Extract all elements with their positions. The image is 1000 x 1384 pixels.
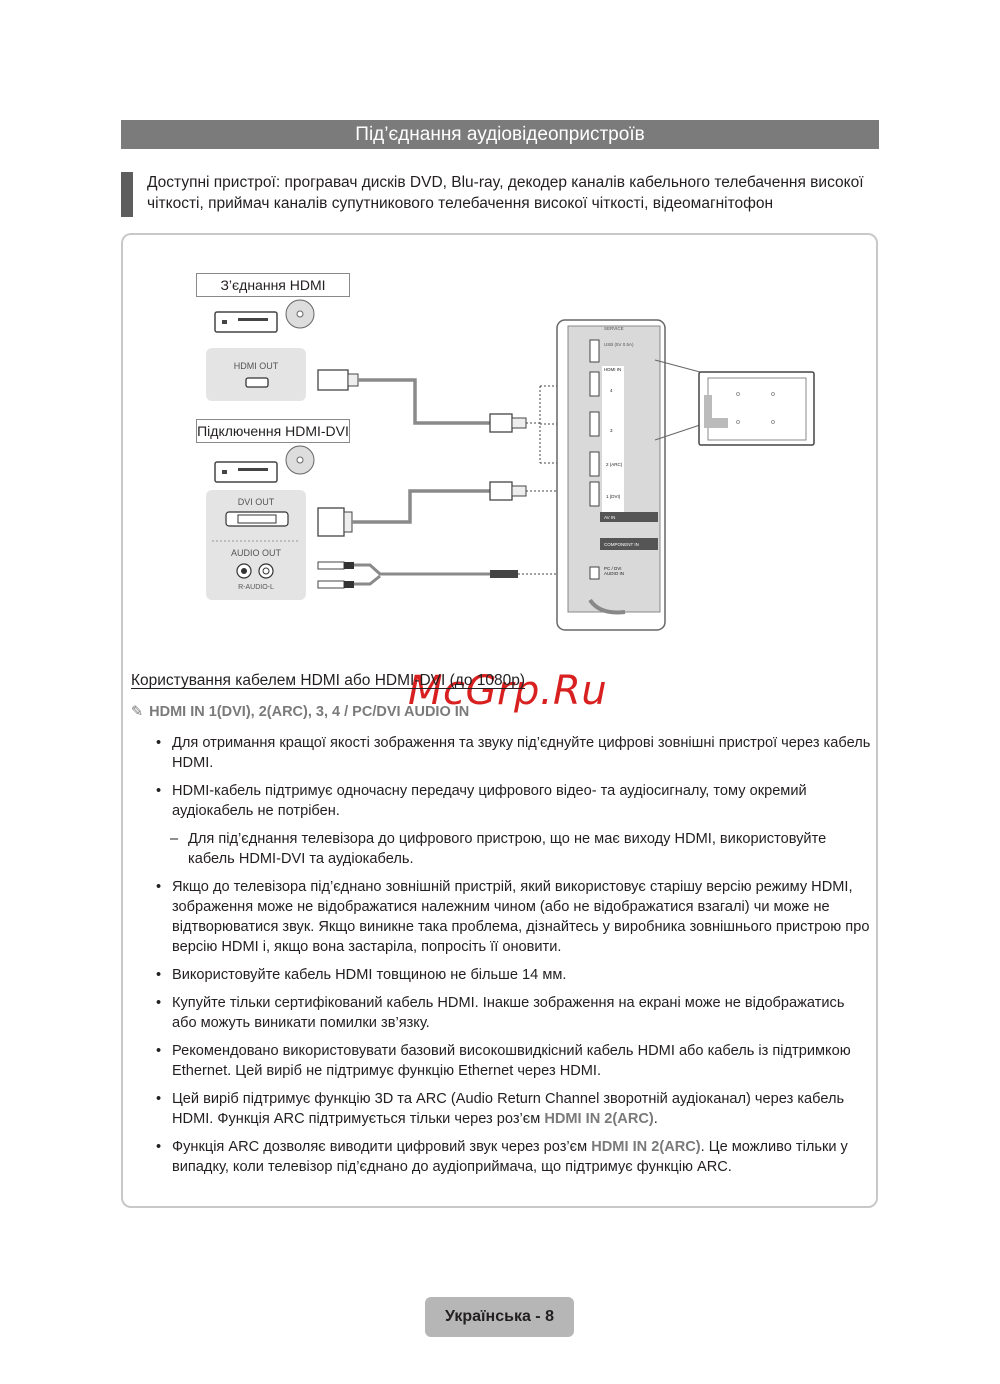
list-item: • Рекомендовано використовувати базовий високошвидкісний кабель HDMI або кабель із підтримкою Ethernet. Цей виріб не підтримує функцію Ethernet через HDMI. [152, 1041, 872, 1081]
r-audio-l-label: R-AUDIO-L [238, 584, 274, 591]
bullet-list [152, 733, 872, 1185]
list-item: • HDMI-кабель підтримує одночасну передачу цифрового відео- та аудіосигналу, тому окремий аудіокабель не потрібен. [152, 781, 872, 821]
list-item [152, 1137, 872, 1177]
svg-text:AV IN: AV IN [604, 515, 616, 520]
hdmi-connection-label: З’єднання HDMI [196, 273, 350, 297]
note-line [131, 704, 469, 720]
svg-text:3: 3 [610, 428, 613, 433]
svg-text:AUDIO IN: AUDIO IN [604, 571, 625, 576]
hdmi-in-2-arc: HDMI IN 2(ARC) [544, 1111, 654, 1127]
svg-text:HDMI IN: HDMI IN [604, 367, 622, 372]
list-item [152, 1089, 872, 1129]
hdmi-in-2-arc: HDMI IN 2(ARC) [591, 1139, 701, 1155]
watermark: McGrp.Ru [408, 668, 608, 714]
list-item: • Використовуйте кабель HDMI товщиною не більше 14 мм. [152, 965, 872, 985]
svg-text:COMPONENT IN: COMPONENT IN [604, 542, 639, 547]
list-item: • Якщо до телевізора під’єднано зовнішній пристрій, який використовує старішу версію режиму HDMI, зображення може не відображатися належним чином (або не відображатися взагалі) чи може не відтворюватися звук. Якщо виникне така проблема, дізнайтесь у виробника зовнішнього пристрою про версію HDMI і, якщо вона застаріла, попросіть її оновити. [152, 877, 872, 957]
list-item: – Для під’єднання телевізора до цифрового пристрою, що не має виходу HDMI, використовуйте кабель HDMI-DVI та аудіокабель. [152, 829, 872, 869]
list-item-text: Цей виріб підтримує функцію 3D та ARC (Audio Return Channel зворотній аудіоканал) через кабель HDMI. Функція ARC підтримується тільки через роз’єм [172, 1091, 845, 1127]
hdmi-dvi-connection-label: Підключення HDMI-DVI [196, 419, 350, 443]
svg-text:4: 4 [610, 388, 613, 393]
audio-out-label: AUDIO OUT [230, 548, 281, 558]
page-title: Під’єднання аудіовідеопристроїв [121, 120, 879, 149]
bluray-player-icon [215, 446, 314, 482]
svg-text:PC / DVI: PC / DVI [604, 566, 622, 571]
list-item-text: Функція ARC дозволяє виводити цифровий звук через роз’єм [172, 1139, 592, 1155]
svg-text:2 (ARC): 2 (ARC) [606, 462, 623, 467]
svg-text:1 (DVI): 1 (DVI) [606, 494, 621, 499]
list-item-text: . [653, 1111, 658, 1127]
svg-text:SERVICE: SERVICE [604, 326, 624, 331]
pencil-icon: ✎ [131, 704, 144, 720]
note-text: HDMI IN 1(DVI), 2(ARC), 3, 4 / PC/DVI AUDIO IN [149, 704, 470, 720]
list-item: • Для отримання кращої якості зображення та звуку під’єднуйте цифрові зовнішні пристрої через кабель HDMI. [152, 733, 872, 773]
section-heading: Користування кабелем HDMI або HDMI-DVI (до 1080p) [131, 672, 526, 689]
hdmi-out-label: HDMI OUT [233, 361, 279, 371]
dvi-out-label: DVI OUT [237, 497, 275, 507]
bluray-player-icon [215, 300, 314, 332]
svg-text:USB (5V 0.5A): USB (5V 0.5A) [604, 342, 634, 347]
page-number: Українська - 8 [425, 1297, 574, 1337]
available-devices: Доступні пристрої: програвач дисків DVD, Blu-ray, декодер каналів кабельного телебачення високої чіткості, приймач каналів супутникового телебачення високої чіткості, відеомагнітофон [121, 172, 881, 217]
list-item-text: . Це можливо тільки у випадку, коли телевізор під’єднано до аудіоприймача, що підтримує функцію ARC. [172, 1139, 848, 1175]
list-item: • Купуйте тільки сертифікований кабель HDMI. Інакше зображення на екрані може не відображатись або можуть виникати помилки зв’язку. [152, 993, 872, 1033]
